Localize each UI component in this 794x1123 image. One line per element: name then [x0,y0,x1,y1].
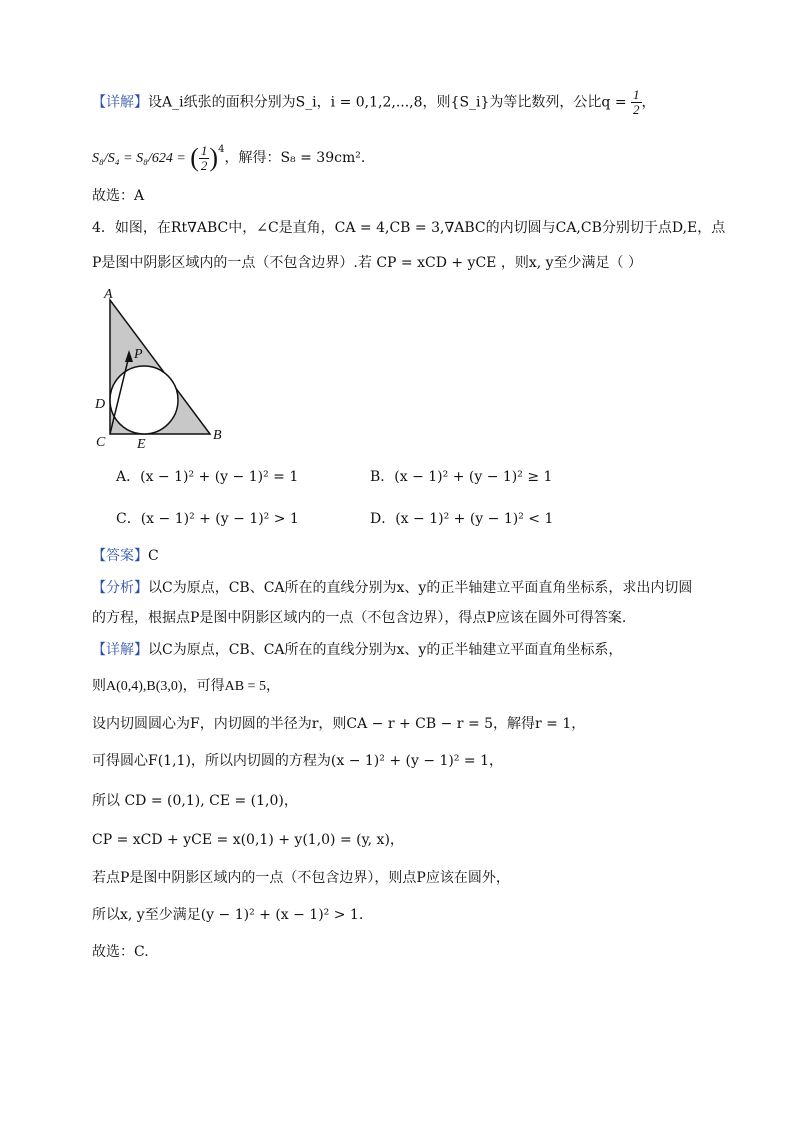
prev-select: 故选：A [92,188,145,204]
analysis-line-2: 的方程，根据点P是图中阴影区域内的一点（不包含边界），得点P应该在圆外可得答案. [92,610,627,626]
detail-line-3: 设内切圆圆心为F，内切圆的半径为r，则CA − r + CB − r = 5，解得r = 1， [92,716,586,732]
answer-line [92,546,159,566]
analysis-tag: 【分析】 [92,580,148,596]
detail-tag-2: 【详解】 [92,642,148,658]
label-c: C [96,435,106,450]
option-d[interactable]: D．(x − 1)² + (y − 1)² < 1 [370,511,554,527]
detail-select: 故选：C. [92,944,149,960]
prev-detail-text: 设A_i纸张的面积分别为S_i，i = 0,1,2,...,8，则{S_i}为等比数列，公比q = [148,94,627,111]
detail-line-8: 所以x, y至少满足(y − 1)² + (x − 1)² > 1. [92,907,364,923]
answer-value: C [148,548,159,564]
prev-equation: S₈/S₄ = S₈/624 = ( $\frac{1}{2}$ )$^4$，解得：S₈ = 39cm². [92,142,366,173]
equation-left: S₈/S₄ = S₈/624 = [92,151,186,166]
question-stem-1: 4．如图，在Rt∇ABC中，∠C是直角，CA = 4,CB = 3,∇ABC的内切圆与CA,CB分别切于点D,E，点 [92,220,726,236]
analysis-line-1: 【分析】以C为原点，CB、CA所在的直线分别为x、y的正半轴建立平面直角坐标系，求出内切圆 [92,580,693,596]
label-p: P [134,347,143,362]
label-e: E [137,437,146,452]
ratio-fraction: $\frac{1}{2}$ [633,87,640,117]
incircle [110,366,178,434]
option-a[interactable]: A．(x − 1)² + (y − 1)² = 1 [116,469,299,485]
detail-line-7: 若点P是图中阴影区域内的一点（不包含边界），则点P应该在圆外， [92,870,510,886]
option-c[interactable]: C．(x − 1)² + (y − 1)² > 1 [116,511,299,527]
question-stem-2: P是图中阴影区域内的一点（不包含边界）.若 CP = xCD + yCE ，则x, y至少满足（ ） [92,255,642,271]
detail-line-5: 所以 CD = (0,1), CE = (1,0)， [92,793,298,809]
detail-tag: 【详解】 [92,94,148,111]
detail-line-4: 可得圆心F(1,1)，所以内切圆的方程为(x − 1)² + (y − 1)² = 1， [92,753,504,769]
detail-line-6: CP = xCD + yCE = x(0,1) + y(1,0) = (y, x)， [92,832,404,848]
option-b[interactable]: B．(x − 1)² + (y − 1)² ≥ 1 [370,469,553,485]
detail-line-1: 【详解】以C为原点，CB、CA所在的直线分别为x、y的正半轴建立平面直角坐标系， [92,642,623,658]
label-d: D [95,397,106,412]
half-fraction: $\frac{1}{2}$ [200,142,208,173]
answer-tag: 【答案】 [92,548,148,564]
label-a: A [104,287,113,302]
detail-line-2: 则A(0,4),B(3,0)，可得AB = 5， [92,679,280,694]
label-b: B [213,428,222,443]
prev-detail-line: 【详解】设A_i纸张的面积分别为S_i，i = 0,1,2,...,8，则{S_i}为等比数列，公比q = $\frac{1}{2}$ ， [92,87,656,117]
equation-result: ，解得：S₈ = 39cm². [224,150,366,166]
triangle-figure [92,284,232,454]
